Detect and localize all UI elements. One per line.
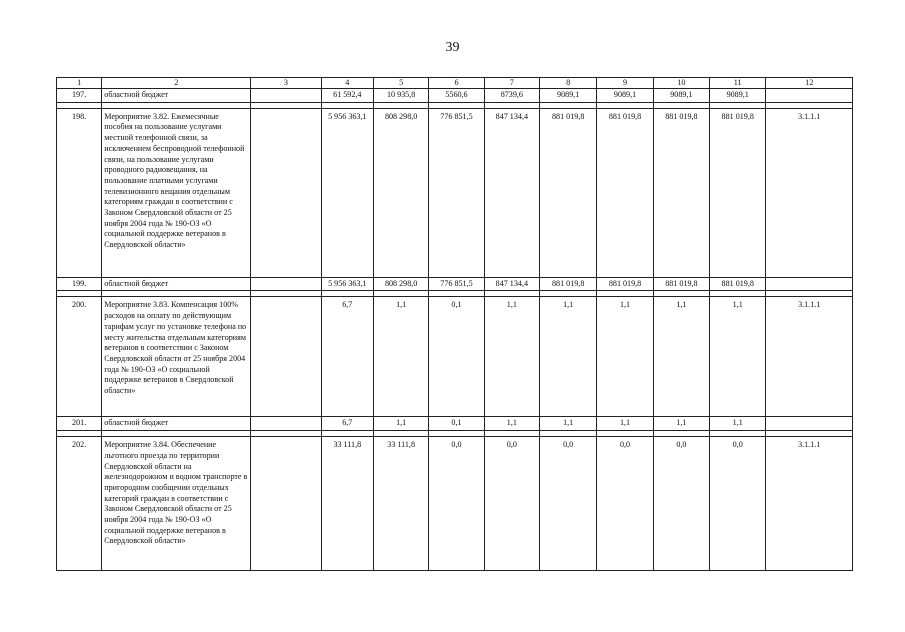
column-header: 9 (597, 78, 653, 89)
row-value: 776 851,5 (429, 108, 484, 277)
row-value: 0,0 (540, 437, 597, 571)
row-name: областной бюджет (102, 277, 251, 291)
row-number: 197. (57, 89, 102, 103)
row-value: 1,1 (710, 297, 766, 417)
row-value: 5 956 363,1 (321, 277, 373, 291)
row-value: 0,0 (484, 437, 539, 571)
row-value: 9089,1 (597, 89, 653, 103)
row-value: 881 019,8 (540, 277, 597, 291)
row-name: Мероприятие 3.84. Обеспечение льготного проезда по территории Свердловской области на железнодорожном и водном транспорте в пригородном сообщении отдельных категорий граждан в соответствии с Законом Свердловской области от 25 ноября 2004 года № 190-ОЗ «О социальной поддержке ветеранов в Свердловской области» (102, 437, 251, 571)
row-col3 (251, 277, 321, 291)
row-value: 1,1 (540, 417, 597, 431)
row-name: Мероприятие 3.83. Компенсация 100% расходов на оплату по действующим тарифам услуг по установке телефона по месту жительства отдельным категориям ветеранов в соответствии с Законом Свердловской области от 25 ноября 2004 года № 190-ОЗ «О социальной поддержке ветеранов в Свердловской области» (102, 297, 251, 417)
page-number: 39 (445, 40, 460, 55)
row-value: 881 019,8 (710, 108, 766, 277)
row-col3 (251, 89, 321, 103)
row-col3 (251, 417, 321, 431)
row-value: 0,1 (429, 417, 484, 431)
row-code (766, 277, 853, 291)
column-header-row (57, 78, 853, 89)
column-header: 7 (484, 78, 539, 89)
row-value: 1,1 (373, 417, 428, 431)
row-value: 808 298,0 (373, 108, 428, 277)
budget-table (56, 77, 853, 571)
row-value: 5560,6 (429, 89, 484, 103)
row-value: 33 111,8 (373, 437, 428, 571)
table-row (57, 108, 853, 277)
row-value: 61 592,4 (321, 89, 373, 103)
row-number: 199. (57, 277, 102, 291)
row-value: 1,1 (484, 417, 539, 431)
row-name: областной бюджет (102, 89, 251, 103)
row-value: 881 019,8 (597, 277, 653, 291)
row-number: 202. (57, 437, 102, 571)
table-row (57, 437, 853, 571)
row-value: 1,1 (597, 417, 653, 431)
row-col3 (251, 297, 321, 417)
row-col3 (251, 437, 321, 571)
row-value: 1,1 (540, 297, 597, 417)
column-header: 11 (710, 78, 766, 89)
row-name: областной бюджет (102, 417, 251, 431)
row-value: 881 019,8 (540, 108, 597, 277)
row-code: 3.1.1.1 (766, 437, 853, 571)
row-value: 9089,1 (710, 89, 766, 103)
row-code: 3.1.1.1 (766, 108, 853, 277)
column-header: 12 (766, 78, 853, 89)
row-code (766, 417, 853, 431)
row-value: 1,1 (373, 297, 428, 417)
row-value: 847 134,4 (484, 277, 539, 291)
row-number: 200. (57, 297, 102, 417)
column-header: 10 (653, 78, 709, 89)
column-header: 2 (102, 78, 251, 89)
column-header: 3 (251, 78, 321, 89)
row-value: 1,1 (653, 297, 709, 417)
row-value: 10 935,8 (373, 89, 428, 103)
row-name: Мероприятие 3.82. Ежемесячные пособия на пользование услугами местной телефонной связи, за исключением беспроводной телефонной связи, на пользование услугами проводного радиовещания, на пользование платными услугами телевизионного вещания отдельным категориям граждан в соответствии с Законом Свердловской области от 25 ноября 2004 года № 190-ОЗ «О социальной поддержке ветеранов в Свердловской области» (102, 108, 251, 277)
row-value: 1,1 (597, 297, 653, 417)
row-value: 8739,6 (484, 89, 539, 103)
row-value: 808 298,0 (373, 277, 428, 291)
column-header: 6 (429, 78, 484, 89)
column-header: 4 (321, 78, 373, 89)
row-value: 1,1 (484, 297, 539, 417)
row-value: 881 019,8 (653, 277, 709, 291)
row-value: 776 851,5 (429, 277, 484, 291)
row-code: 3.1.1.1 (766, 297, 853, 417)
table-row (57, 417, 853, 431)
column-header: 5 (373, 78, 428, 89)
table-row (57, 297, 853, 417)
table-row (57, 89, 853, 103)
row-value: 1,1 (653, 417, 709, 431)
row-value: 881 019,8 (653, 108, 709, 277)
row-value: 1,1 (710, 417, 766, 431)
row-value: 0,0 (710, 437, 766, 571)
row-value: 847 134,4 (484, 108, 539, 277)
row-value: 33 111,8 (321, 437, 373, 571)
column-header: 8 (540, 78, 597, 89)
row-value: 0,1 (429, 297, 484, 417)
row-value: 881 019,8 (710, 277, 766, 291)
row-value: 6,7 (321, 297, 373, 417)
row-value: 9089,1 (653, 89, 709, 103)
row-value: 0,0 (597, 437, 653, 571)
row-value: 881 019,8 (597, 108, 653, 277)
row-number: 198. (57, 108, 102, 277)
row-number: 201. (57, 417, 102, 431)
row-value: 0,0 (653, 437, 709, 571)
row-value: 6,7 (321, 417, 373, 431)
row-value: 0,0 (429, 437, 484, 571)
row-value: 9089,1 (540, 89, 597, 103)
row-col3 (251, 108, 321, 277)
column-header: 1 (57, 78, 102, 89)
table-row (57, 277, 853, 291)
row-value: 5 956 363,1 (321, 108, 373, 277)
row-code (766, 89, 853, 103)
